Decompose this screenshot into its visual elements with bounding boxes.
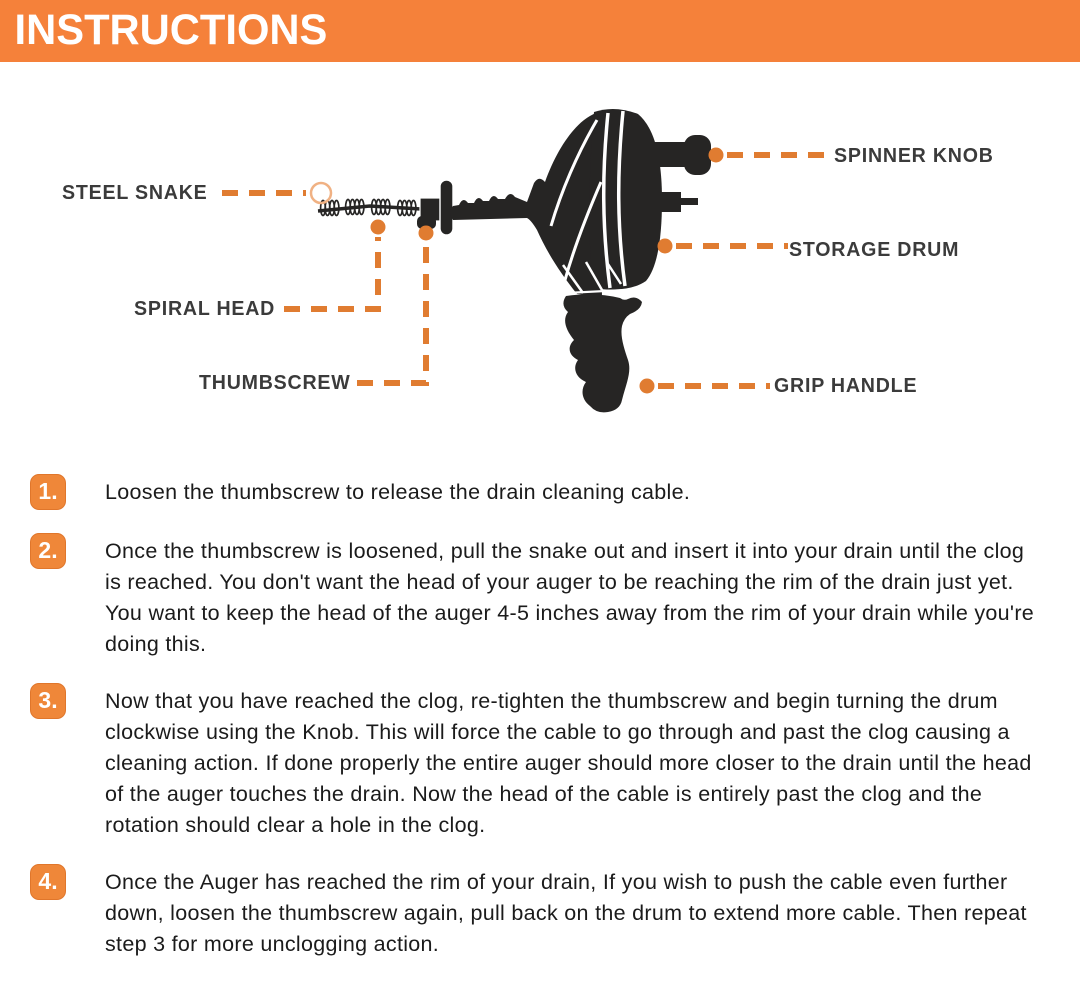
storage-drum-shape	[589, 109, 662, 290]
instruction-steps	[30, 477, 1050, 986]
instruction-step-2	[30, 536, 1050, 660]
storage-drum-dot	[658, 239, 673, 254]
step-text: Loosen the thumbscrew to release the drain cleaning cable.	[105, 480, 691, 504]
step-number-badge: 4.	[30, 864, 66, 900]
axle-pin	[657, 192, 698, 212]
spiral-head-dot	[371, 220, 386, 235]
instruction-step-4	[30, 867, 1050, 960]
label-spiral-head: SPIRAL HEAD	[134, 298, 276, 320]
step-number-badge: 2.	[30, 533, 66, 569]
thumbscrew-dot	[419, 226, 434, 241]
grip-handle-dot	[640, 379, 655, 394]
steel-snake-cable	[318, 200, 421, 216]
step-number-badge: 1.	[30, 474, 66, 510]
instruction-step-1	[30, 477, 1050, 510]
step-text: Once the Auger has reached the rim of your drain, If you wish to push the cable even further down, loosen the thumbscrew again, pull back on the drum to extend more cable. Then repeat step 3 for more unclogging action.	[105, 870, 1027, 956]
label-storage-drum: STORAGE DRUM	[789, 239, 960, 261]
label-spinner-knob: SPINNER KNOB	[834, 145, 994, 167]
header-bar	[0, 0, 1080, 62]
spinner-knob-dot	[709, 148, 724, 163]
steel-snake-ring	[311, 183, 331, 203]
step-text: Now that you have reached the clog, re-tighten the thumbscrew and begin turning the drum clockwise using the Knob. This will force the cable to go through and past the clog causing a cleaning action. If done properly the entire auger should more closer to the drain until the head of the auger touches the drain. Now the head of the cable is entirely past the clog and the rotation should clear a hole in the clog.	[105, 689, 1032, 837]
thumbscrew-mount	[417, 198, 441, 229]
label-steel-snake: STEEL SNAKE	[62, 182, 208, 204]
label-grip-handle: GRIP HANDLE	[774, 375, 918, 397]
collar-flange	[440, 180, 453, 235]
funnel-housing	[450, 112, 602, 297]
label-thumbscrew: THUMBSCREW	[199, 372, 351, 394]
grip-handle-shape	[563, 294, 642, 412]
page-title: INSTRUCTIONS	[14, 6, 328, 54]
instruction-step-3	[30, 686, 1050, 841]
step-number-badge: 3.	[30, 683, 66, 719]
thumbscrew-leader	[357, 243, 426, 383]
auger-diagram	[0, 62, 1080, 460]
spiral-head-leader	[284, 237, 378, 309]
step-text: Once the thumbscrew is loosened, pull the snake out and insert it into your drain until the clog is reached. You don't want the head of your auger to be reaching the rim of the drain just yet. You want to keep the head of the auger 4-5 inches away from the rim of your drain while you're doing this.	[105, 539, 1035, 656]
